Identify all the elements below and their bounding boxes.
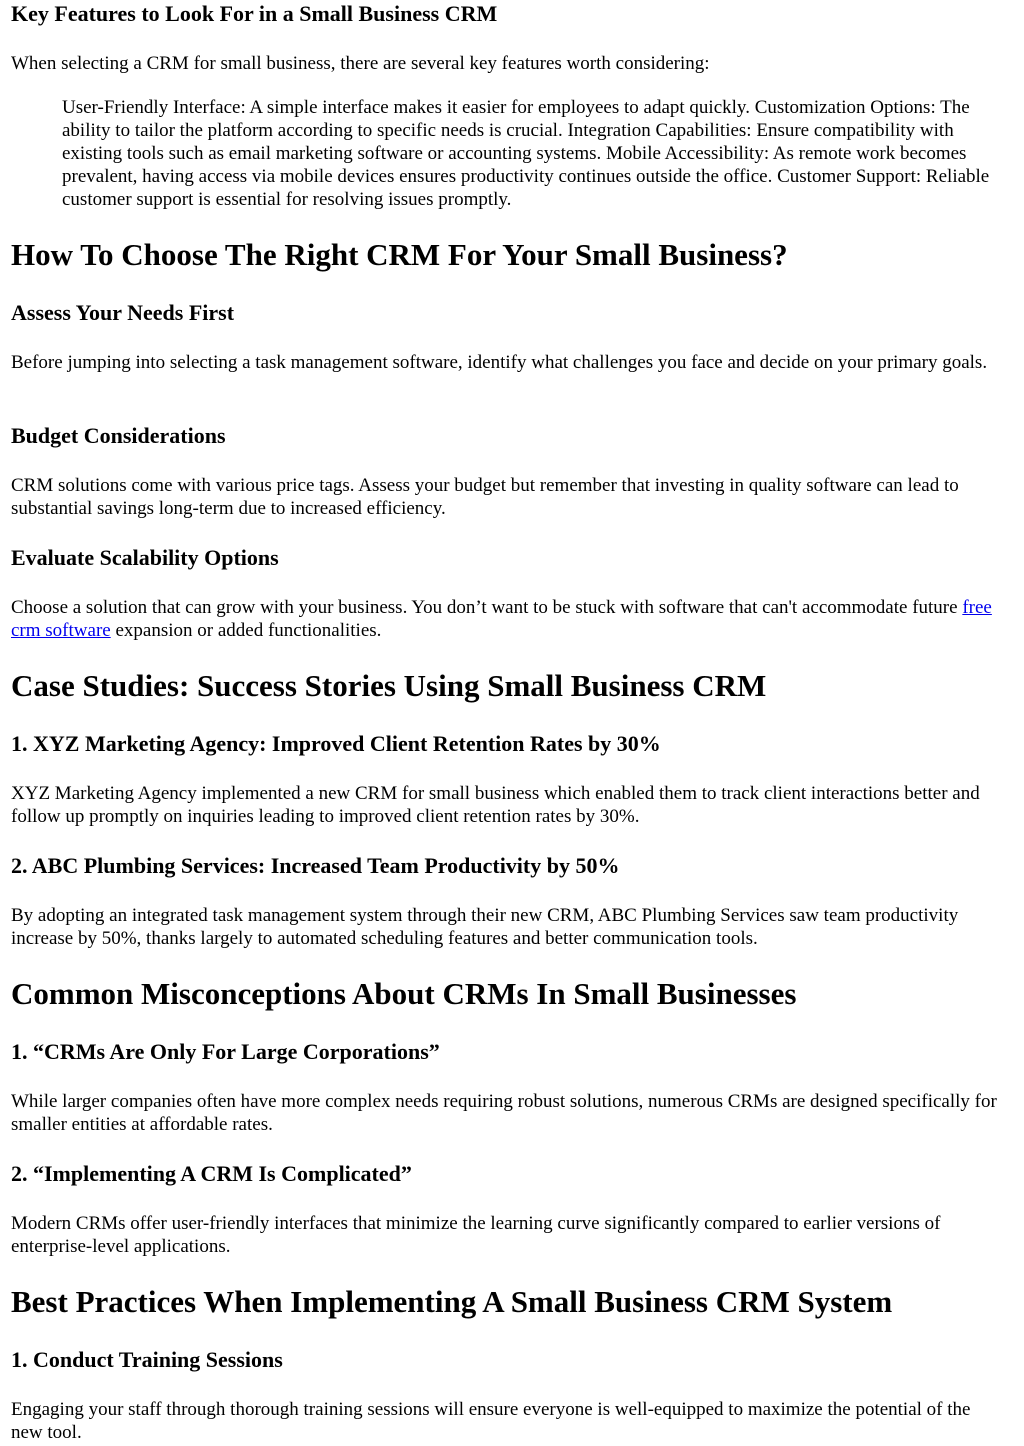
large-corporations-text: While larger companies often have more complex needs requiring robust solutions, numerous CRMs are designed specifically for smaller entities at affordable rates. xyxy=(11,1091,997,1135)
xyz-case-heading: 1. XYZ Marketing Agency: Improved Client Retention Rates by 30% xyxy=(11,731,661,756)
scalability-text-start: Choose a solution that can grow with your business. You don’t want to be stuck with software that can't accommodate future xyxy=(11,597,963,618)
budget-heading: Budget Considerations xyxy=(11,423,226,448)
free-crm-software-link[interactable]: free crm software xyxy=(11,597,992,641)
training-text: Engaging your staff through thorough training sessions will ensure everyone is well-equipped to maximize the potential of the new tool. xyxy=(11,1399,971,1443)
abc-case-text: By adopting an integrated task management system through their new CRM, ABC Plumbing Services saw team productivity increase by 50%, thanks largely to automated scheduling features and better communication tools. xyxy=(11,905,959,949)
scalability-text-end: expansion or added functionalities. xyxy=(110,620,382,641)
complicated-heading: 2. “Implementing A CRM Is Complicated” xyxy=(11,1161,412,1186)
best-practices-heading: Best Practices When Implementing A Small Business CRM System xyxy=(11,1284,893,1319)
misconceptions-heading: Common Misconceptions About CRMs In Small Businesses xyxy=(11,976,797,1011)
large-corporations-heading: 1. “CRMs Are Only For Large Corporations” xyxy=(11,1039,440,1064)
xyz-case-text: XYZ Marketing Agency implemented a new CRM for small business which enabled them to track client interactions better and follow up promptly on inquiries leading to improved client retention rates by 30%. xyxy=(11,783,980,827)
key-features-quote: User-Friendly Interface: A simple interface makes it easier for employees to adapt quickly. Customization Options: The ability to tailor the platform according to specific needs is crucial. Integration Capabilities: Ensure compatibility with existing tools such as email marketing software or accounting systems. Mobile Accessibility: As remote work becomes prevalent, having access via mobile devices ensures productivity continues outside the office. Customer Support: Reliable customer support is essential for resolving issues promptly. xyxy=(62,97,990,210)
scalability-heading: Evaluate Scalability Options xyxy=(11,545,279,570)
assess-needs-text: Before jumping into selecting a task management software, identify what challenges you face and decide on your primary goals. xyxy=(11,352,988,373)
key-features-intro: When selecting a CRM for small business, there are several key features worth considering: xyxy=(11,53,710,74)
abc-case-heading: 2. ABC Plumbing Services: Increased Team Productivity by 50% xyxy=(11,853,620,878)
complicated-text: Modern CRMs offer user-friendly interfaces that minimize the learning curve significantly compared to earlier versions of enterprise-level applications. xyxy=(11,1213,941,1257)
key-features-heading: Key Features to Look For in a Small Business CRM xyxy=(11,1,498,26)
assess-needs-heading: Assess Your Needs First xyxy=(11,300,235,325)
scalability-text xyxy=(11,596,1006,642)
training-heading: 1. Conduct Training Sessions xyxy=(11,1347,283,1372)
budget-text: CRM solutions come with various price tags. Assess your budget but remember that investing in quality software can lead to substantial savings long-term due to increased efficiency. xyxy=(11,475,959,519)
choose-crm-heading: How To Choose The Right CRM For Your Small Business? xyxy=(11,237,788,272)
case-studies-heading: Case Studies: Success Stories Using Small Business CRM xyxy=(11,668,767,703)
